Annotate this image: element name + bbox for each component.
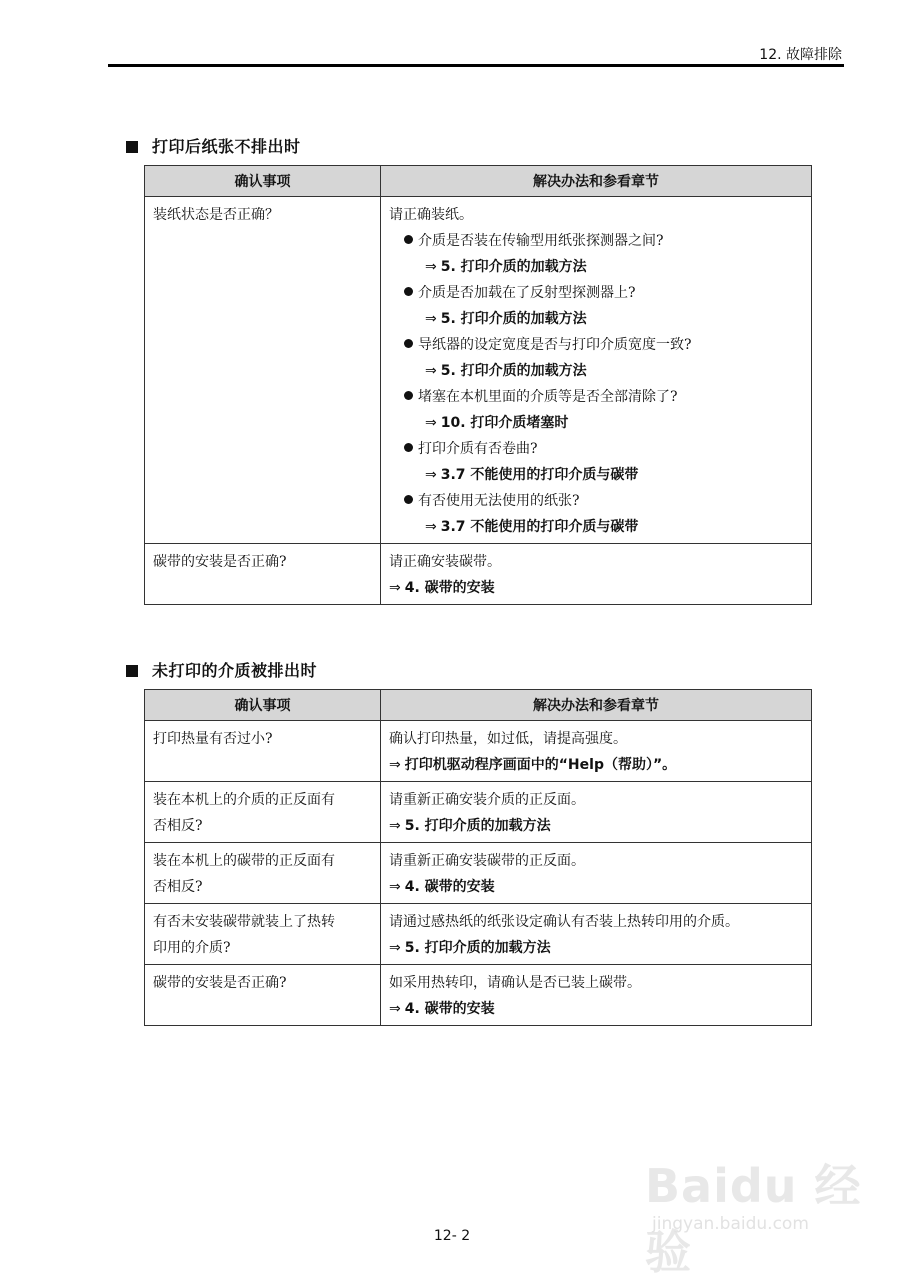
section1-title	[126, 134, 301, 157]
reference-link: ⇒ 5. 打印介质的加载方法	[389, 940, 551, 956]
arrow-icon: ⇒	[425, 467, 437, 483]
check-text: 装在本机上的碳带的正反面有	[153, 853, 335, 869]
check-cell	[145, 843, 381, 904]
col-header-check: 确认事项	[145, 166, 381, 197]
reference-link: ⇒ 5. 打印介质的加载方法	[425, 363, 587, 379]
table-row	[145, 721, 812, 782]
section1-table	[144, 165, 812, 605]
check-cell	[145, 965, 381, 1026]
bullet-item: 堵塞在本机里面的介质等是否全部清除了?	[389, 384, 803, 410]
check-text: 碳带的安装是否正确?	[153, 554, 287, 570]
check-text: 碳带的安装是否正确?	[153, 975, 287, 991]
table-row	[145, 782, 812, 843]
table-row	[145, 544, 812, 605]
check-cell	[145, 782, 381, 843]
bullet-dot-icon	[404, 391, 413, 400]
section2-title	[126, 658, 317, 681]
check-text: 否相反?	[153, 818, 203, 834]
col-header-solution: 解决办法和参看章节	[381, 690, 812, 721]
check-cell	[145, 544, 381, 605]
table-row	[145, 843, 812, 904]
solution-cell	[381, 721, 812, 782]
arrow-icon: ⇒	[389, 757, 401, 773]
watermark-logo: Baidu 经验	[645, 1159, 862, 1279]
reference-link: ⇒ 4. 碳带的安装	[389, 879, 495, 895]
arrow-icon: ⇒	[425, 363, 437, 379]
bullet-item: 打印介质有否卷曲?	[389, 436, 803, 462]
reference-link: ⇒ 10. 打印介质堵塞时	[425, 415, 569, 431]
solution-cell	[381, 904, 812, 965]
col-header-solution: 解决办法和参看章节	[381, 166, 812, 197]
reference-link: ⇒ 5. 打印介质的加载方法	[389, 818, 551, 834]
square-bullet-icon	[126, 665, 138, 677]
solution-text: 请重新正确安装碳带的正反面。	[389, 853, 585, 869]
arrow-icon: ⇒	[425, 519, 437, 535]
bullet-item: 介质是否装在传输型用纸张探测器之间?	[389, 228, 803, 254]
check-text: 印用的介质?	[153, 940, 231, 956]
table-row	[145, 965, 812, 1026]
table-header-row	[145, 690, 812, 721]
bullet-dot-icon	[404, 235, 413, 244]
reference-link: ⇒ 4. 碳带的安装	[389, 580, 495, 596]
reference-link: ⇒ 5. 打印介质的加载方法	[425, 259, 587, 275]
table-row	[145, 904, 812, 965]
solution-text: 请重新正确安装介质的正反面。	[389, 792, 585, 808]
bullet-dot-icon	[404, 287, 413, 296]
solution-cell	[381, 197, 812, 544]
solution-cell	[381, 843, 812, 904]
bullet-dot-icon	[404, 443, 413, 452]
section2-title-text: 未打印的介质被排出时	[152, 661, 318, 680]
solution-text: 确认打印热量，如过低，请提高强度。	[389, 731, 627, 747]
solution-text: 请通过感热纸的纸张设定确认有否装上热转印用的介质。	[389, 914, 739, 930]
header-rule	[108, 64, 844, 67]
square-bullet-icon	[126, 141, 138, 153]
bullet-item: 有否使用无法使用的纸张?	[389, 488, 803, 514]
check-text: 打印热量有否过小?	[153, 731, 273, 747]
solution-intro: 请正确装纸。	[389, 207, 473, 223]
arrow-icon: ⇒	[389, 1001, 401, 1017]
section2-table	[144, 689, 812, 1026]
reference-link: ⇒ 3.7 不能使用的打印介质与碳带	[425, 467, 639, 483]
solution-cell	[381, 544, 812, 605]
arrow-icon: ⇒	[425, 259, 437, 275]
arrow-icon: ⇒	[389, 818, 401, 834]
check-text: 装在本机上的介质的正反面有	[153, 792, 335, 808]
check-cell	[145, 904, 381, 965]
reference-link: ⇒ 4. 碳带的安装	[389, 1001, 495, 1017]
arrow-icon: ⇒	[389, 879, 401, 895]
section1-title-text: 打印后纸张不排出时	[152, 137, 301, 156]
arrow-icon: ⇒	[389, 580, 401, 596]
arrow-icon: ⇒	[425, 311, 437, 327]
check-cell	[145, 197, 381, 544]
arrow-icon: ⇒	[389, 940, 401, 956]
solution-cell	[381, 782, 812, 843]
table-row	[145, 197, 812, 544]
check-cell	[145, 721, 381, 782]
bullet-dot-icon	[404, 495, 413, 504]
check-text: 否相反?	[153, 879, 203, 895]
bullet-item: 导纸器的设定宽度是否与打印介质宽度一致?	[389, 332, 803, 358]
check-text: 装纸状态是否正确？	[153, 207, 279, 223]
chapter-header: 12. 故障排除	[759, 47, 842, 63]
col-header-check: 确认事项	[145, 690, 381, 721]
solution-cell	[381, 965, 812, 1026]
solution-text: 请正确安装碳带。	[389, 554, 501, 570]
check-text: 有否未安装碳带就装上了热转	[153, 914, 335, 930]
reference-link: ⇒ 打印机驱动程序画面中的“Help（帮助）”。	[389, 757, 677, 773]
watermark-url: jingyan.baidu.com	[652, 1214, 809, 1234]
page-number: 12- 2	[433, 1228, 471, 1244]
table-header-row	[145, 166, 812, 197]
reference-link: ⇒ 3.7 不能使用的打印介质与碳带	[425, 519, 639, 535]
bullet-dot-icon	[404, 339, 413, 348]
bullet-item: 介质是否加载在了反射型探测器上?	[389, 280, 803, 306]
arrow-icon: ⇒	[425, 415, 437, 431]
solution-text: 如采用热转印，请确认是否已装上碳带。	[389, 975, 641, 991]
reference-link: ⇒ 5. 打印介质的加载方法	[425, 311, 587, 327]
